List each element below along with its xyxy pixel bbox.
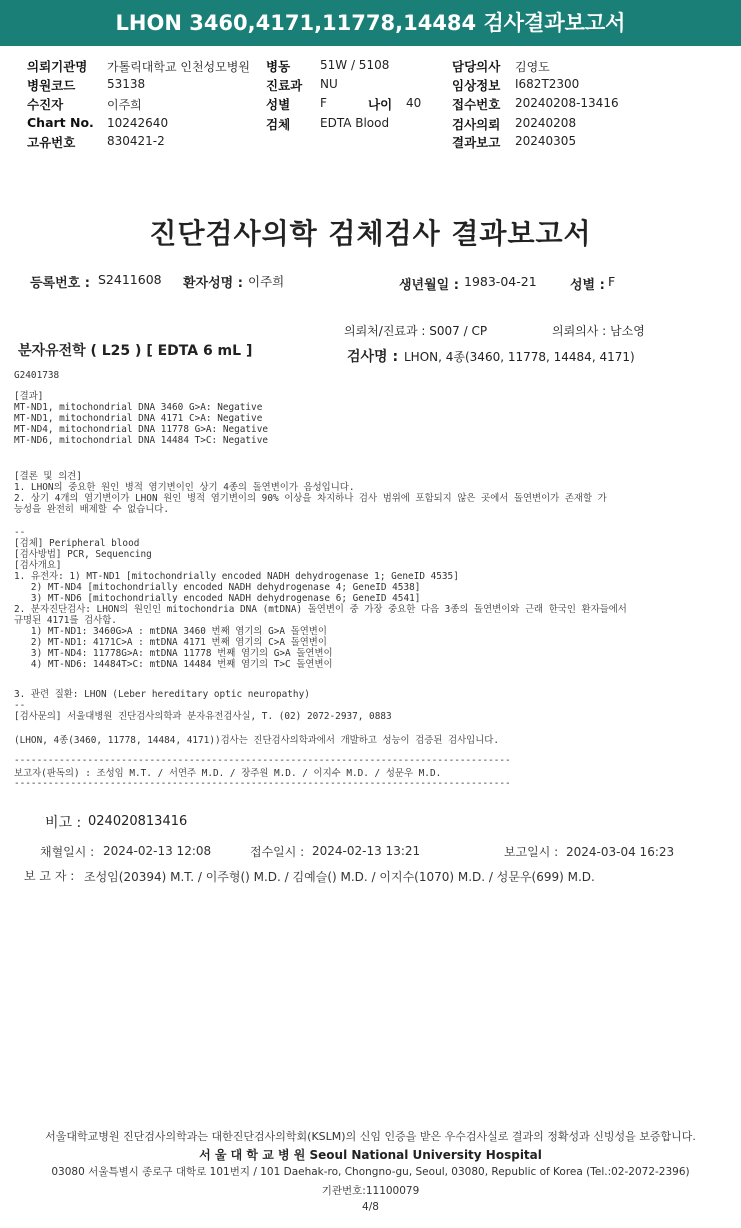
- info-value: EDTA Blood: [320, 116, 390, 130]
- detail-line: 1. 유전자: 1) MT-ND1 [mitochondrially encoded NADH dehydrogenase 1; GeneID 4535]: [14, 571, 459, 582]
- collect-time-label: 채혈일시 :: [40, 845, 95, 859]
- info-label: 검체: [266, 117, 291, 132]
- info-value: 가톨릭대학교 인천성모병원: [107, 60, 250, 74]
- detail-line: 2) MT-ND4 [mitochondrially encoded NADH dehydrogenase 4; GeneID 4538]: [14, 582, 421, 593]
- age-label: 나이: [368, 97, 393, 112]
- detail-line: 규명된 4171를 검사함.: [14, 615, 117, 626]
- footer-hospital-name: 서 울 대 학 교 병 원 Seoul National University Hospital: [199, 1148, 542, 1162]
- receive-time-value: 2024-02-13 13:21: [312, 844, 421, 858]
- info-label: 임상정보: [452, 78, 501, 93]
- divider-bottom: ----------------------------------------------------------------------------------------: [14, 778, 511, 789]
- info-value: F: [320, 96, 327, 110]
- requesting-department: 의뢰처/진료과 : S007 / CP: [344, 324, 488, 338]
- info-value: 53138: [107, 77, 146, 91]
- conclusion-line: 능성을 완전히 배제할 수 없습니다.: [14, 504, 170, 515]
- footer-page-number: 4/8: [362, 1201, 379, 1213]
- related-disease: 3. 관련 질환: LHON (Leber hereditary optic neuropathy): [14, 689, 310, 700]
- conclusion-line: 2. 상기 4개의 염기변이가 LHON 원인 병적 염기변이의 90% 이상을 차지하나 검사 범위에 포함되지 않은 곳에서 돌연변이가 존재할 가: [14, 493, 607, 504]
- remark-label: 비고 :: [45, 815, 82, 831]
- detail-line: 3) MT-ND6 [mitochondrially encoded NADH dehydrogenase 6; GeneID 4541]: [14, 593, 421, 604]
- test-name-label: 검사명 :: [347, 349, 399, 365]
- info-value: 20240208-13416: [515, 96, 619, 110]
- requesting-doctor: 의뢰의사 : 남소영: [552, 324, 645, 338]
- info-value: 830421-2: [107, 134, 165, 148]
- info-value: 51W / 5108: [320, 58, 390, 72]
- results-line: MT-ND4, mitochondrial DNA 11778 G>A: Negative: [14, 424, 268, 435]
- test-name-value: LHON, 4종(3460, 11778, 14484, 4171): [404, 350, 635, 364]
- detail-line: [검사방법] PCR, Sequencing: [14, 549, 152, 560]
- info-label: 결과보고: [452, 135, 501, 150]
- specimen-id: G2401738: [14, 370, 60, 381]
- info-label: 병동: [266, 59, 291, 74]
- results-line: [결과]: [14, 391, 44, 402]
- validation-note: (LHON, 4종(3460, 11778, 14484, 4171))검사는 진단검사의학과에서 개발하고 성능이 검증된 검사입니다.: [14, 735, 499, 746]
- results-line: MT-ND1, mitochondrial DNA 3460 G>A: Negative: [14, 402, 263, 413]
- dob-label: 생년월일 :: [399, 278, 459, 293]
- info-value: NU: [320, 77, 338, 91]
- info-label: 의뢰기관명: [27, 59, 88, 74]
- detail-line: [검체] Peripheral blood: [14, 538, 140, 549]
- conclusion-line: 1. LHON의 중요한 원인 병적 염기변이인 상기 4종의 돌연변이가 음성입니다.: [14, 482, 355, 493]
- footer-certification: 서울대학교병원 진단검사의학과는 대한진단검사의학회(KSLM)의 신임 인증을 받은 우수검사실로 결과의 정확성과 신빙성을 보증합니다.: [45, 1130, 696, 1143]
- info-label: 고유번호: [27, 135, 76, 150]
- detail-line: 3) MT-ND4: 11778G>A: mtDNA 11778 번째 염기의 G>A 돌연변이: [14, 648, 333, 659]
- info-value: 이주희: [107, 98, 142, 112]
- info-value: 10242640: [107, 116, 169, 130]
- info-value: 20240305: [515, 134, 577, 148]
- detail-line: 4) MT-ND6: 14484T>C: mtDNA 14484 번째 염기의 T>C 돌연변이: [14, 659, 333, 670]
- dob-value: 1983-04-21: [464, 274, 537, 289]
- contact-divider: --: [14, 700, 26, 711]
- info-label: 접수번호: [452, 97, 501, 112]
- remark-value: 024020813416: [88, 814, 188, 829]
- info-label: 진료과: [266, 78, 303, 93]
- conclusion-line: [결론 및 의견]: [14, 471, 82, 482]
- sex-label: 성별 :: [570, 278, 605, 293]
- info-value: 김영도: [515, 60, 550, 74]
- report-banner-title: LHON 3460,4171,11778,14484 검사결과보고서: [0, 0, 741, 46]
- info-label: 담당의사: [452, 59, 501, 74]
- detail-line: [검사개요]: [14, 560, 62, 571]
- results-line: MT-ND1, mitochondrial DNA 4171 C>A: Negative: [14, 413, 263, 424]
- info-label: 수진자: [27, 97, 64, 112]
- sex-value: F: [608, 274, 616, 289]
- patient-name-value: 이주희: [248, 274, 285, 289]
- footer-org-number: 기관번호:11100079: [321, 1185, 420, 1197]
- detail-line: 2) MT-ND1: 4171C>A : mtDNA 4171 번째 염기의 C>A 돌연변이: [14, 637, 327, 648]
- reporters2-value: 조성임(20394) M.T. / 이주형() M.D. / 김예슬() M.D. / 이지수(1070) M.D. / 성문우(699) M.D.: [84, 870, 595, 884]
- report-time-value: 2024-03-04 16:23: [566, 845, 675, 859]
- collect-time-value: 2024-02-13 12:08: [103, 844, 212, 858]
- registration-value: S2411608: [98, 272, 162, 287]
- divider-top: ----------------------------------------------------------------------------------------: [14, 755, 511, 766]
- report-time-label: 보고일시 :: [504, 845, 559, 859]
- info-label: 검사의뢰: [452, 117, 501, 132]
- info-label: 성별: [266, 97, 291, 112]
- section-title: 분자유전학 ( L25 ) [ EDTA 6 mL ]: [18, 343, 253, 359]
- detail-line: 2. 분자진단검사: LHON의 원인인 mitochondria DNA (mtDNA) 돌연변이 중 가장 중요한 다음 3종의 돌연변이와 근래 한국인 환자들에서: [14, 604, 627, 615]
- reporters2-label: 보 고 자 :: [24, 869, 75, 883]
- detail-line: --: [14, 527, 26, 538]
- results-line: MT-ND6, mitochondrial DNA 14484 T>C: Negative: [14, 435, 268, 446]
- patient-name-label: 환자성명 :: [183, 276, 243, 291]
- report-title: 진단검사의학 검체검사 결과보고서: [149, 217, 592, 250]
- age-value: 40: [406, 96, 422, 110]
- contact-info: [검사문의] 서울대병원 진단검사의학과 분자유전검사실, T. (02) 2072-2937, 0883: [14, 711, 392, 722]
- registration-label: 등록번호 :: [30, 276, 90, 291]
- receive-time-label: 접수일시 :: [250, 845, 305, 859]
- info-value: 20240208: [515, 116, 577, 130]
- footer-address: 03080 서울특별시 종로구 대학로 101번지 / 101 Daehak-ro, Chongno-gu, Seoul, 03080, Republic of Korea (Tel.:02-2072-2396): [51, 1166, 690, 1178]
- info-label: 병원코드: [27, 78, 76, 93]
- info-label: Chart No.: [27, 115, 94, 130]
- reporters-line: 보고자(판독의) : 조성임 M.T. / 서연주 M.D. / 장주원 M.D. / 이지수 M.D. / 성문우 M.D.: [14, 768, 442, 779]
- detail-line: 1) MT-ND1: 3460G>A : mtDNA 3460 번째 염기의 G>A 돌연변이: [14, 626, 327, 637]
- info-value: I682T2300: [515, 77, 580, 91]
